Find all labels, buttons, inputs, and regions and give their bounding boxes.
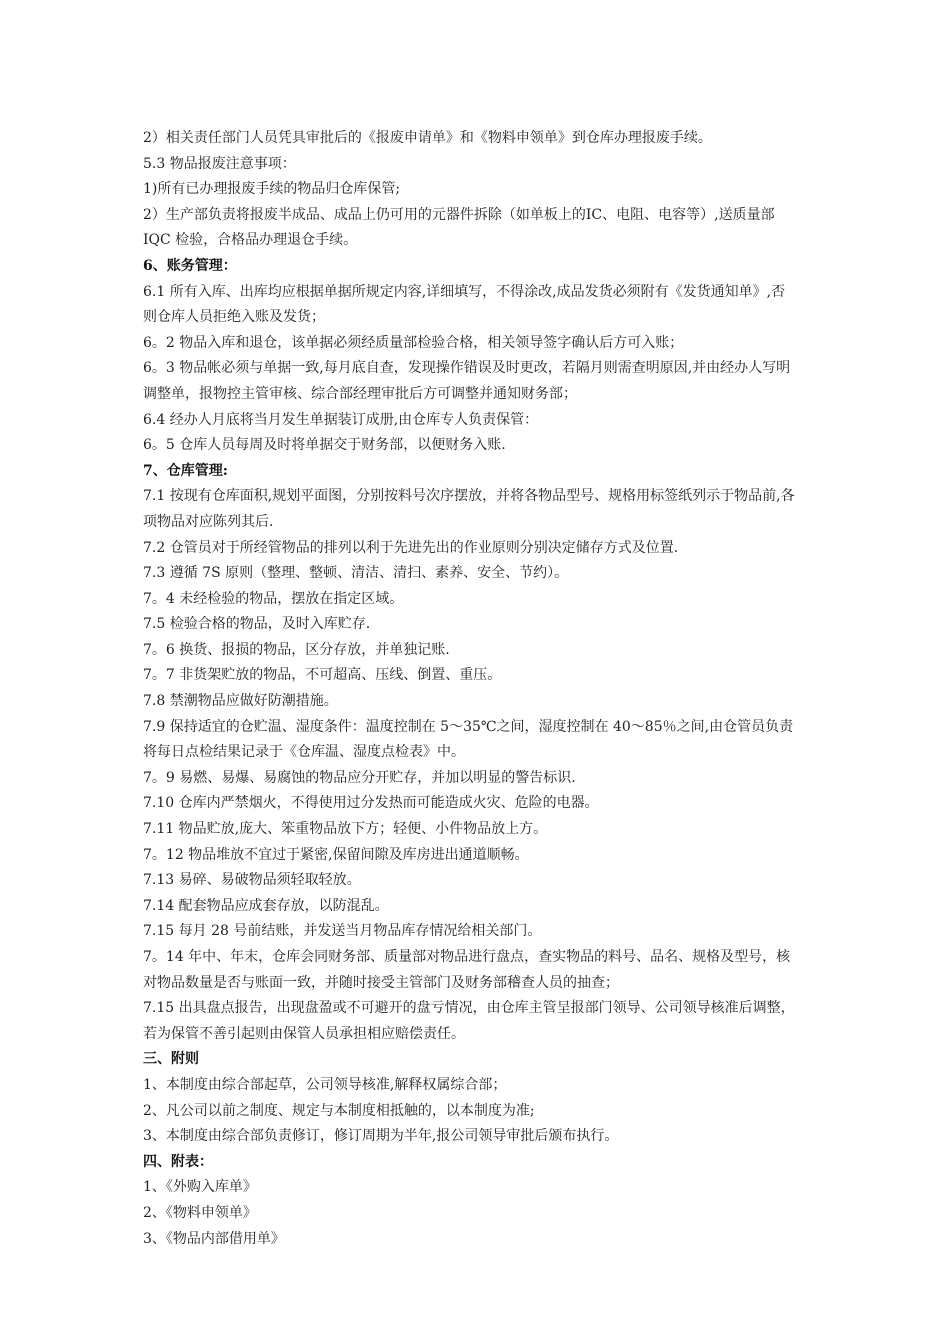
- text-line: 3、《物品内部借用单》: [143, 1230, 285, 1247]
- text-line: 7。9 易燃、易爆、易腐蚀的物品应分开贮存，并加以明显的警告标识.: [143, 769, 576, 786]
- text-line: 7。4 未经检验的物品，摆放在指定区域。: [143, 590, 404, 607]
- text-line: 2）生产部负责将报废半成品、成品上仍可用的元器件拆除（如单板上的IC、电阻、电容等）,送质量部: [143, 206, 775, 223]
- text-line: 项物品对应陈列其后.: [143, 513, 274, 530]
- text-line: 2、凡公司以前之制度、规定与本制度相抵触的，以本制度为准;: [143, 1102, 535, 1119]
- text-line: 7.15 出具盘点报告，出现盘盈或不可避开的盘亏情况，由仓库主管呈报部门领导、公司领导核准后调整，: [143, 1000, 795, 1017]
- text-line: 则仓库人员拒绝入账及发货；: [143, 309, 325, 326]
- text-line: 7.10 仓库内严禁烟火，不得使用过分发热而可能造成火灾、危险的电器。: [143, 795, 599, 812]
- text-line: 7。7 非货架贮放的物品，不可超高、压线、倒置、重压。: [143, 667, 502, 684]
- text-line: 7.14 配套物品应成套存放，以防混乱。: [143, 897, 389, 914]
- text-line: 6。5 仓库人员每周及时将单据交于财务部，以便财务入账.: [143, 437, 506, 454]
- text-line: 7.15 每月 28 号前结账，并发送当月物品库存情况给相关部门。: [143, 923, 542, 940]
- text-line: 6。2 物品入库和退仓，该单据必须经质量部检验合格，相关领导签字确认后方可入账；: [143, 334, 684, 351]
- text-line: 1、本制度由综合部起草，公司领导核准,解释权属综合部；: [143, 1076, 507, 1093]
- text-line: 7.5 检验合格的物品，及时入库贮存.: [143, 616, 371, 633]
- text-line: 3、本制度由综合部负责修订，修订周期为半年,报公司领导审批后颁布执行。: [143, 1128, 619, 1145]
- text-line: 7.11 物品贮放,庞大、笨重物品放下方；轻便、小件物品放上方。: [143, 821, 548, 838]
- text-line: 7.13 易碎、易破物品须轻取轻放。: [143, 872, 361, 889]
- section-heading: 6、账务管理：: [143, 257, 237, 274]
- text-line: 5.3 物品报废注意事项：: [143, 155, 296, 172]
- document-page: [143, 126, 813, 1252]
- text-line: 7。6 换货、报损的物品，区分存放，并单独记账.: [143, 641, 450, 658]
- text-line: 7.8 禁潮物品应做好防潮措施。: [143, 693, 338, 710]
- text-line: 7.3 遵循 7S 原则（整理、整顿、清洁、清扫、素养、安全、节约）。: [143, 565, 569, 582]
- text-line: 7。14 年中、年末，仓库会同财务部、质量部对物品进行盘点，查实物品的料号、品名、规格及型号，核: [143, 949, 791, 965]
- text-line: 2、《物料申领单》: [143, 1204, 257, 1221]
- text-line: 若为保管不善引起则由保管人员承担相应赔偿责任。: [143, 1025, 465, 1042]
- text-line: IQC 检验，合格品办理退仓手续。: [143, 232, 358, 249]
- text-line: 7.2 仓管员对于所经管物品的排列以利于先进先出的作业原则分别决定储存方式及位置.: [143, 539, 679, 556]
- text-line: 将每日点检结果记录于《仓库温、湿度点检表》中。: [143, 744, 465, 761]
- text-line: 对物品数量是否与账面一致，并随时接受主管部门及财务部稽查人员的抽查；: [143, 974, 619, 991]
- text-line: 调整单，报物控主管审核、综合部经理审批后方可调整并通知财务部；: [143, 385, 577, 402]
- text-line: 7.9 保持适宜的仓贮温、湿度条件：温度控制在 5～35℃之间，湿度控制在 40～85％之间,由仓管员负责: [143, 718, 794, 735]
- text-line: 6.1 所有入库、出库均应根据单据所规定内容,详细填写，不得涂改,成品发货必须附有《发货通知单》,否: [143, 283, 786, 300]
- section-heading: 7、仓库管理:: [143, 462, 228, 479]
- text-line: 2）相关责任部门人员凭具审批后的《报废申请单》和《物料申领单》到仓库办理报废手续。: [143, 130, 712, 146]
- text-line: 1)所有已办理报废手续的物品归仓库保管;: [143, 181, 401, 198]
- text-line: 7。12 物品堆放不宜过于紧密,保留间隙及库房进出通道顺畅。: [143, 846, 529, 863]
- section-heading: 四、附表：: [143, 1153, 213, 1170]
- section-heading: 三、附则: [143, 1051, 199, 1068]
- text-line: 7.1 按现有仓库面积,规划平面图，分别按料号次序摆放，并将各物品型号、规格用标签纸列示于物品前,各: [143, 488, 795, 505]
- text-line: 6.4 经办人月底将当月发生单据装订成册,由仓库专人负责保管：: [143, 411, 539, 428]
- text-line: 1、《外购入库单》: [143, 1179, 257, 1196]
- text-line: 6。3 物品帐必须与单据一致,每月底自查，发现操作错误及时更改，若隔月则需查明原因,并由经办人写明: [143, 360, 791, 377]
